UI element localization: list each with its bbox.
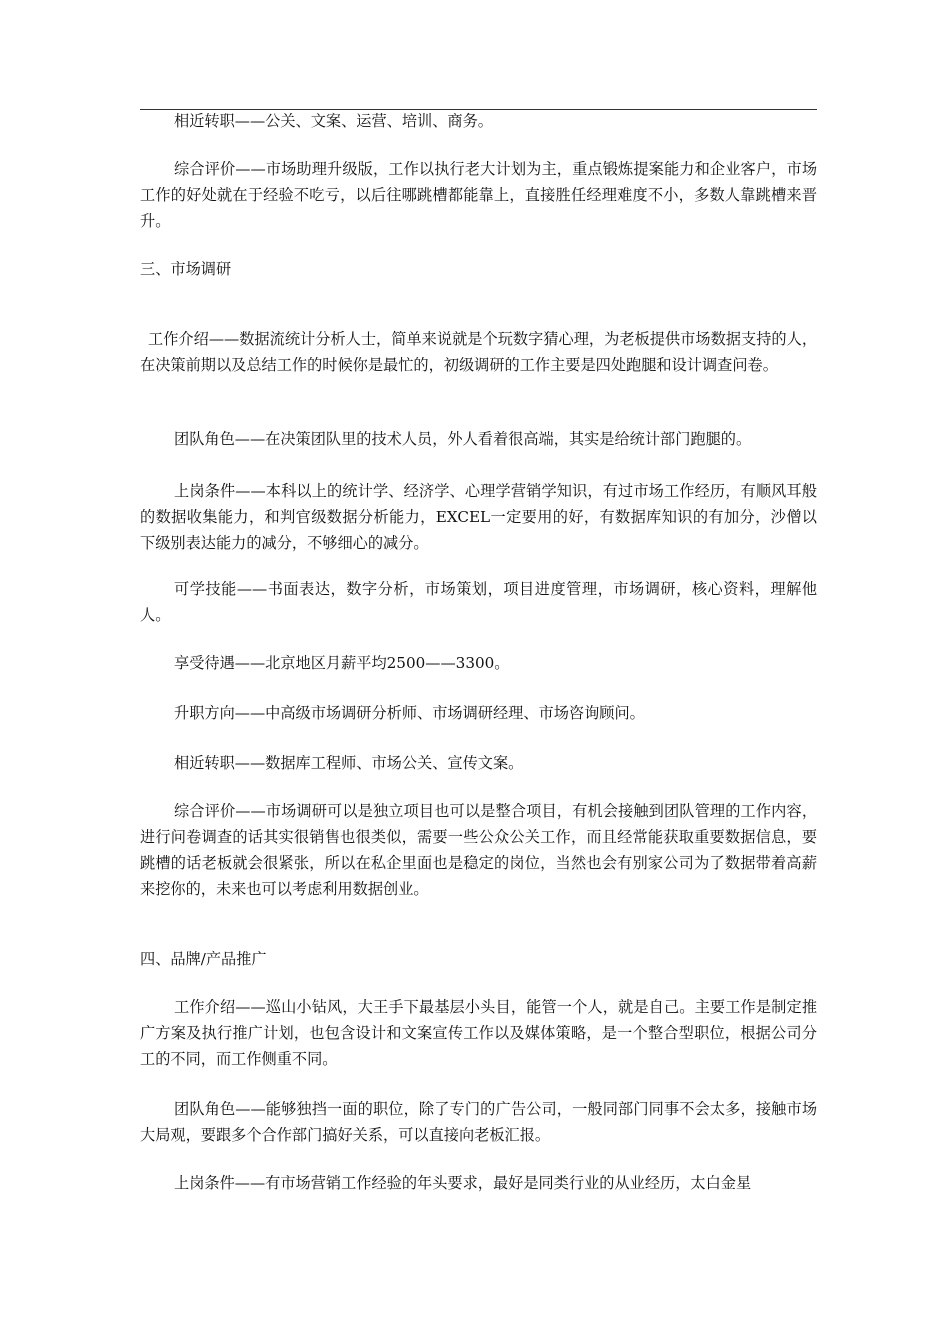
paragraph-team-role-brand: 团队角色——能够独挡一面的职位，除了专门的广告公司，一般同部门同事不会太多，接触市场大局观，要跟多个合作部门搞好关系，可以直接向老板汇报。	[140, 1100, 817, 1144]
paragraph-salary-research: 享受待遇——北京地区月薪平均2500——3300。	[174, 654, 510, 672]
section-heading-market-research: 三、市场调研	[140, 260, 232, 278]
paragraph-promotion-research: 升职方向——中高级市场调研分析师、市场调研经理、市场咨询顾问。	[174, 704, 645, 722]
paragraph-requirements-research: 上岗条件——本科以上的统计学、经济学、心理学营销学知识，有过市场工作经历，有顺风耳般的数据收集能力，和判官级数据分析能力，EXCEL一定要用的好，有数据库知识的有加分，沙僧以下级别表达能力的减分，不够细心的减分。	[140, 482, 817, 552]
paragraph-job-intro-brand: 工作介绍——巡山小钻风，大王手下最基层小头目，能管一个人，就是自己。主要工作是制定推广方案及执行推广计划，也包含设计和文案宣传工作以及媒体策略，是一个整合型职位，根据公司分工的不同，而工作侧重不同。	[140, 998, 817, 1068]
paragraph-related-jobs-1: 相近转职——公关、文案、运营、培训、商务。	[174, 112, 493, 130]
paragraph-overall-review-research: 综合评价——市场调研可以是独立项目也可以是整合项目，有机会接触到团队管理的工作内容，进行问卷调查的话其实很销售也很类似，需要一些公众公关工作，而且经常能获取重要数据信息，要跳槽的话老板就会很紧张，所以在私企里面也是稳定的岗位，当然也会有别家公司为了数据带着高薪来挖你的，未来也可以考虑利用数据创业。	[140, 802, 817, 898]
paragraph-related-jobs-research: 相近转职——数据库工程师、市场公关、宣传文案。	[174, 754, 524, 772]
paragraph-job-intro-research: 工作介绍——数据流统计分析人士，简单来说就是个玩数字猜心理，为老板提供市场数据支持的人，在决策前期以及总结工作的时候你是最忙的，初级调研的工作主要是四处跑腿和设计调查问卷。	[140, 330, 817, 374]
paragraph-requirements-brand: 上岗条件——有市场营销工作经验的年头要求，最好是同类行业的从业经历，太白金星	[174, 1174, 752, 1192]
paragraph-skills-research: 可学技能——书面表达，数字分析，市场策划，项目进度管理，市场调研，核心资料，理解他人。	[140, 580, 817, 624]
section-heading-brand-promotion: 四、品牌/产品推广	[140, 950, 267, 968]
paragraph-team-role-research: 团队角色——在决策团队里的技术人员，外人看着很高端，其实是给统计部门跑腿的。	[174, 430, 752, 448]
paragraph-overall-review-1: 综合评价——市场助理升级版，工作以执行老大计划为主，重点锻炼提案能力和企业客户，市场工作的好处就在于经验不吃亏，以后往哪跳槽都能靠上，直接胜任经理难度不小，多数人靠跳槽来晋升。	[140, 160, 817, 230]
